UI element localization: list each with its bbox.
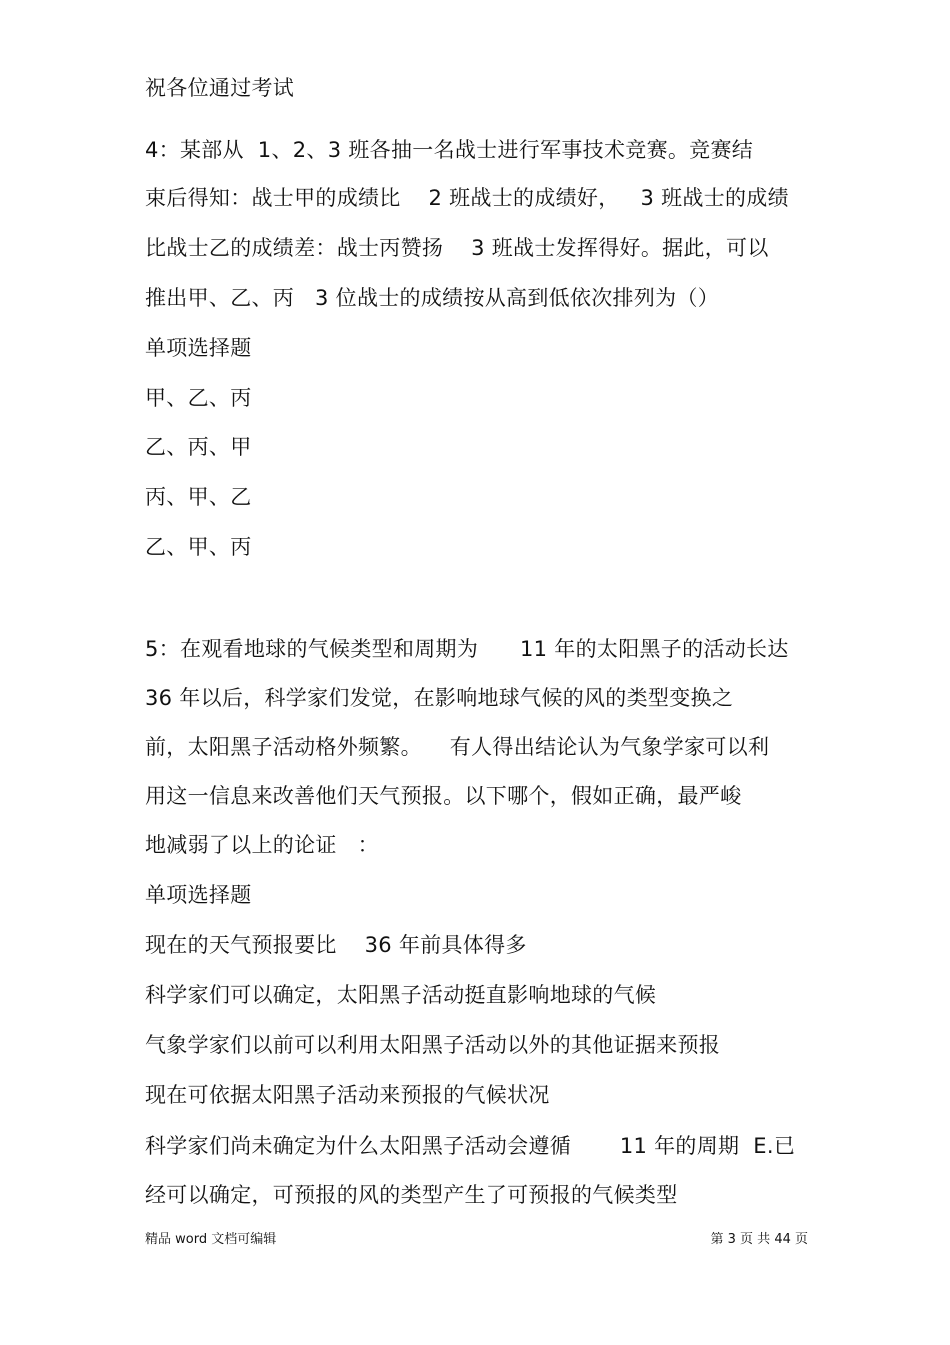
question-stem-line: 推出甲、乙、丙 3 位战士的成绩按从高到低依次排列为（） — [145, 286, 720, 310]
answer-option: 乙、丙、甲 — [145, 435, 252, 459]
footer-left-text: 精品 word 文档可编辑 — [145, 1232, 277, 1247]
answer-option: 现在的天气预报要比 36 年前具体得多 — [145, 933, 527, 957]
question-stem-line: 前，太阳黑子活动格外频繁。 有人得出结论认为气象学家可以利 — [145, 735, 770, 759]
answer-option: 甲、乙、丙 — [145, 386, 252, 410]
answer-option: 科学家们可以确定，太阳黑子活动挺直影响地球的气候 — [145, 983, 657, 1007]
question-stem-line: 束后得知：战士甲的成绩比 2 班战士的成绩好， 3 班战士的成绩 — [145, 186, 789, 210]
answer-option: 乙、甲、丙 — [145, 535, 252, 559]
answer-option: 经可以确定，可预报的风的类型产生了可预报的气候类型 — [145, 1183, 678, 1207]
question-stem-line: 比战士乙的成绩差：战士丙赞扬 3 班战士发挥得好。据此，可以 — [145, 236, 769, 260]
question-type-label: 单项选择题 — [145, 883, 252, 907]
answer-option: 丙、甲、乙 — [145, 485, 252, 509]
page-header-title: 祝各位通过考试 — [145, 76, 295, 100]
question-type-label: 单项选择题 — [145, 336, 252, 360]
answer-option: 现在可依据太阳黑子活动来预报的气候状况 — [145, 1083, 550, 1107]
answer-option: 科学家们尚未确定为什么太阳黑子活动会遵循 11 年的周期 E.已 — [145, 1134, 796, 1158]
question-stem-line: 用这一信息来改善他们天气预报。以下哪个，假如正确，最严峻 — [145, 784, 742, 808]
question-stem-line: 36 年以后，科学家们发觉，在影响地球气候的风的类型变换之 — [145, 686, 734, 710]
question-stem-line: 4：某部从 1、2、3 班各抽一名战士进行军事技术竞赛。竞赛结 — [145, 138, 754, 162]
page-number: 第 3 页 共 44 页 — [710, 1232, 808, 1247]
question-stem-line: 5：在观看地球的气候类型和周期为 11 年的太阳黑子的活动长达 — [145, 637, 789, 661]
answer-option: 气象学家们以前可以利用太阳黑子活动以外的其他证据来预报 — [145, 1033, 721, 1057]
question-stem-line: 地减弱了以上的论证 ： — [145, 833, 379, 857]
